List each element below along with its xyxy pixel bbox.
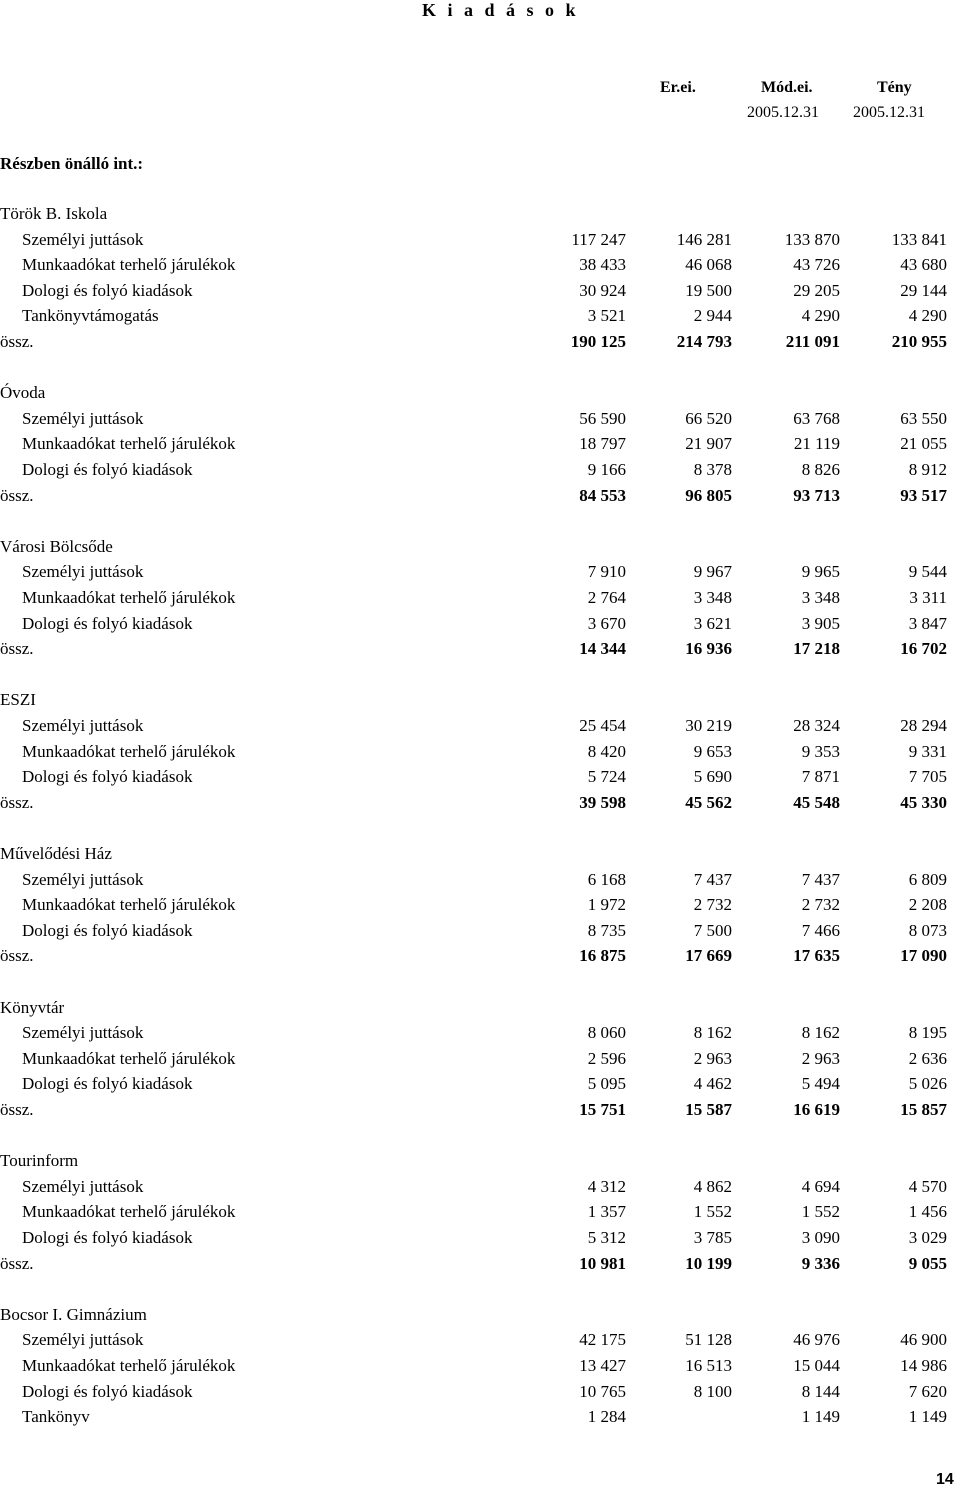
row-label: Személyi juttások <box>22 409 144 428</box>
row-value: 4 862 <box>693 1177 732 1196</box>
row-value: 8 378 <box>693 460 732 479</box>
row-value: 5 494 <box>801 1074 840 1093</box>
total-value: 93 517 <box>900 486 947 505</box>
row-value: 43 680 <box>900 255 947 274</box>
row-label: Dologi és folyó kiadások <box>22 1382 193 1401</box>
total-value: 17 218 <box>793 639 840 658</box>
row-label: Személyi juttások <box>22 716 144 735</box>
row-value: 3 847 <box>908 614 947 633</box>
row-value: 3 348 <box>801 588 840 607</box>
row-value: 3 090 <box>801 1228 840 1247</box>
row-value: 66 520 <box>685 409 732 428</box>
row-value: 8 100 <box>693 1382 732 1401</box>
row-value: 3 311 <box>909 588 947 607</box>
total-value: 9 055 <box>908 1254 947 1273</box>
row-value: 2 636 <box>908 1049 947 1068</box>
institution-name: Művelődési Ház <box>0 844 112 863</box>
row-value: 3 521 <box>587 306 626 325</box>
total-value: 39 598 <box>579 793 626 812</box>
row-value: 4 290 <box>801 306 840 325</box>
row-value: 1 357 <box>587 1202 626 1221</box>
row-value: 4 312 <box>587 1177 626 1196</box>
row-value: 8 144 <box>801 1382 840 1401</box>
row-value: 8 912 <box>908 460 947 479</box>
row-label: Munkaadókat terhelő járulékok <box>22 1202 236 1221</box>
total-value: 10 199 <box>685 1254 732 1273</box>
page-title: K i a d á s o k <box>422 0 580 20</box>
row-value: 9 166 <box>587 460 626 479</box>
row-label: Dologi és folyó kiadások <box>22 281 193 300</box>
row-value: 8 162 <box>801 1023 840 1042</box>
row-value: 38 433 <box>579 255 626 274</box>
total-value: 17 669 <box>685 946 732 965</box>
row-value: 18 797 <box>579 434 626 453</box>
row-value: 21 119 <box>793 434 840 453</box>
row-value: 1 149 <box>801 1407 840 1426</box>
column-header-er-ei: Er.ei. <box>660 79 696 96</box>
row-value: 19 500 <box>685 281 732 300</box>
row-value: 8 826 <box>801 460 840 479</box>
row-value: 3 905 <box>801 614 840 633</box>
row-value: 63 550 <box>900 409 947 428</box>
row-value: 28 324 <box>793 716 840 735</box>
institution-name: ESZI <box>0 690 36 709</box>
row-label: Munkaadókat terhelő járulékok <box>22 742 236 761</box>
row-value: 7 466 <box>801 921 840 940</box>
row-value: 28 294 <box>900 716 947 735</box>
row-value: 117 247 <box>571 230 626 249</box>
row-value: 7 437 <box>801 870 840 889</box>
row-value: 1 972 <box>587 895 626 914</box>
row-value: 2 963 <box>693 1049 732 1068</box>
row-value: 5 724 <box>587 767 626 786</box>
row-value: 30 219 <box>685 716 732 735</box>
row-value: 30 924 <box>579 281 626 300</box>
row-label: Munkaadókat terhelő járulékok <box>22 895 236 914</box>
row-value: 1 149 <box>908 1407 947 1426</box>
total-value: 16 619 <box>793 1100 840 1119</box>
total-label: össz. <box>0 1100 34 1119</box>
row-value: 1 456 <box>908 1202 947 1221</box>
row-label: Személyi juttások <box>22 562 144 581</box>
row-value: 5 026 <box>908 1074 947 1093</box>
row-value: 5 312 <box>587 1228 626 1247</box>
total-value: 214 793 <box>676 332 732 351</box>
total-value: 10 981 <box>579 1254 626 1273</box>
row-label: Dologi és folyó kiadások <box>22 921 193 940</box>
section-label: Részben önálló int.: <box>0 154 144 173</box>
institution-name: Török B. Iskola <box>0 204 108 223</box>
institution-name: Bocsor I. Gimnázium <box>0 1305 147 1324</box>
total-value: 190 125 <box>570 332 626 351</box>
total-value: 45 548 <box>793 793 840 812</box>
row-label: Személyi juttások <box>22 1177 144 1196</box>
row-value: 8 420 <box>587 742 626 761</box>
row-label: Személyi juttások <box>22 230 144 249</box>
row-label: Munkaadókat terhelő járulékok <box>22 1356 236 1375</box>
row-label: Dologi és folyó kiadások <box>22 767 193 786</box>
total-value: 17 090 <box>900 946 947 965</box>
total-value: 84 553 <box>579 486 626 505</box>
row-value: 21 055 <box>900 434 947 453</box>
row-value: 14 986 <box>900 1356 947 1375</box>
row-value: 51 128 <box>685 1330 732 1349</box>
row-value: 46 976 <box>793 1330 840 1349</box>
row-value: 2 732 <box>693 895 732 914</box>
total-value: 93 713 <box>793 486 840 505</box>
row-value: 2 944 <box>693 306 732 325</box>
row-value: 25 454 <box>579 716 626 735</box>
row-value: 4 694 <box>801 1177 840 1196</box>
row-value: 8 162 <box>693 1023 732 1042</box>
row-value: 2 208 <box>908 895 947 914</box>
total-value: 9 336 <box>801 1254 840 1273</box>
row-value: 6 809 <box>908 870 947 889</box>
total-value: 16 702 <box>900 639 947 658</box>
institution-name: Városi Bölcsőde <box>0 537 113 556</box>
row-value: 4 290 <box>908 306 947 325</box>
row-label: Dologi és folyó kiadások <box>22 1074 193 1093</box>
row-value: 1 284 <box>587 1407 626 1426</box>
row-label: Munkaadókat terhelő járulékok <box>22 434 236 453</box>
row-value: 9 544 <box>908 562 947 581</box>
row-value: 5 095 <box>587 1074 626 1093</box>
row-value: 3 029 <box>908 1228 947 1247</box>
institution-name: Tourinform <box>0 1151 79 1170</box>
total-value: 15 751 <box>579 1100 626 1119</box>
total-label: össz. <box>0 486 34 505</box>
row-label: Tankönyvtámogatás <box>22 306 159 325</box>
row-value: 63 768 <box>793 409 840 428</box>
institution-name: Óvoda <box>0 383 46 402</box>
total-value: 45 330 <box>900 793 947 812</box>
row-value: 2 732 <box>801 895 840 914</box>
row-value: 8 060 <box>587 1023 626 1042</box>
row-value: 5 690 <box>693 767 732 786</box>
row-value: 9 967 <box>693 562 732 581</box>
total-value: 96 805 <box>685 486 732 505</box>
row-label: Személyi juttások <box>22 1330 144 1349</box>
row-value: 8 073 <box>908 921 947 940</box>
institution-name: Könyvtár <box>0 998 65 1017</box>
row-label: Személyi juttások <box>22 870 144 889</box>
row-value: 1 552 <box>801 1202 840 1221</box>
total-value: 17 635 <box>793 946 840 965</box>
row-value: 133 870 <box>784 230 840 249</box>
row-value: 3 785 <box>693 1228 732 1247</box>
row-value: 16 513 <box>685 1356 732 1375</box>
row-value: 46 068 <box>685 255 732 274</box>
row-value: 10 765 <box>579 1382 626 1401</box>
row-value: 46 900 <box>900 1330 947 1349</box>
row-value: 29 144 <box>900 281 947 300</box>
total-label: össz. <box>0 332 34 351</box>
row-value: 8 735 <box>587 921 626 940</box>
row-value: 146 281 <box>676 230 732 249</box>
row-value: 7 620 <box>908 1382 947 1401</box>
row-value: 133 841 <box>891 230 947 249</box>
row-value: 7 871 <box>801 767 840 786</box>
page-number: 14 <box>936 1471 954 1488</box>
total-value: 211 091 <box>785 332 840 351</box>
row-value: 3 621 <box>693 614 732 633</box>
row-label: Munkaadókat terhelő járulékok <box>22 588 236 607</box>
column-header-teny: Tény <box>877 79 912 96</box>
row-value: 2 596 <box>587 1049 626 1068</box>
row-label: Dologi és folyó kiadások <box>22 1228 193 1247</box>
row-value: 15 044 <box>793 1356 840 1375</box>
row-value: 7 437 <box>693 870 732 889</box>
row-value: 2 764 <box>587 588 626 607</box>
row-label: Dologi és folyó kiadások <box>22 460 193 479</box>
row-value: 7 910 <box>587 562 626 581</box>
row-value: 42 175 <box>579 1330 626 1349</box>
total-label: össz. <box>0 639 34 658</box>
total-value: 45 562 <box>685 793 732 812</box>
total-value: 16 875 <box>579 946 626 965</box>
row-value: 1 552 <box>693 1202 732 1221</box>
total-value: 16 936 <box>685 639 732 658</box>
row-value: 29 205 <box>793 281 840 300</box>
row-value: 7 500 <box>693 921 732 940</box>
row-value: 8 195 <box>908 1023 947 1042</box>
row-value: 43 726 <box>793 255 840 274</box>
row-value: 3 670 <box>587 614 626 633</box>
total-value: 15 857 <box>900 1100 947 1119</box>
row-value: 9 331 <box>908 742 947 761</box>
total-label: össz. <box>0 946 34 965</box>
total-value: 14 344 <box>579 639 626 658</box>
row-label: Munkaadókat terhelő járulékok <box>22 255 236 274</box>
total-label: össz. <box>0 1254 34 1273</box>
total-value: 15 587 <box>685 1100 732 1119</box>
row-label: Dologi és folyó kiadások <box>22 614 193 633</box>
row-value: 6 168 <box>587 870 626 889</box>
column-date-mod-ei: 2005.12.31 <box>747 104 819 121</box>
column-header-mod-ei: Mód.ei. <box>761 79 813 96</box>
row-value: 56 590 <box>579 409 626 428</box>
row-value: 7 705 <box>908 767 947 786</box>
row-value: 9 353 <box>801 742 840 761</box>
row-label: Munkaadókat terhelő járulékok <box>22 1049 236 1068</box>
row-value: 9 965 <box>801 562 840 581</box>
row-value: 9 653 <box>693 742 732 761</box>
row-value: 21 907 <box>685 434 732 453</box>
row-value: 2 963 <box>801 1049 840 1068</box>
total-label: össz. <box>0 793 34 812</box>
total-value: 210 955 <box>891 332 947 351</box>
row-label: Tankönyv <box>22 1407 90 1426</box>
column-date-teny: 2005.12.31 <box>853 104 925 121</box>
row-label: Személyi juttások <box>22 1023 144 1042</box>
row-value: 13 427 <box>579 1356 626 1375</box>
row-value: 4 462 <box>693 1074 732 1093</box>
row-value: 3 348 <box>693 588 732 607</box>
row-value: 4 570 <box>908 1177 947 1196</box>
